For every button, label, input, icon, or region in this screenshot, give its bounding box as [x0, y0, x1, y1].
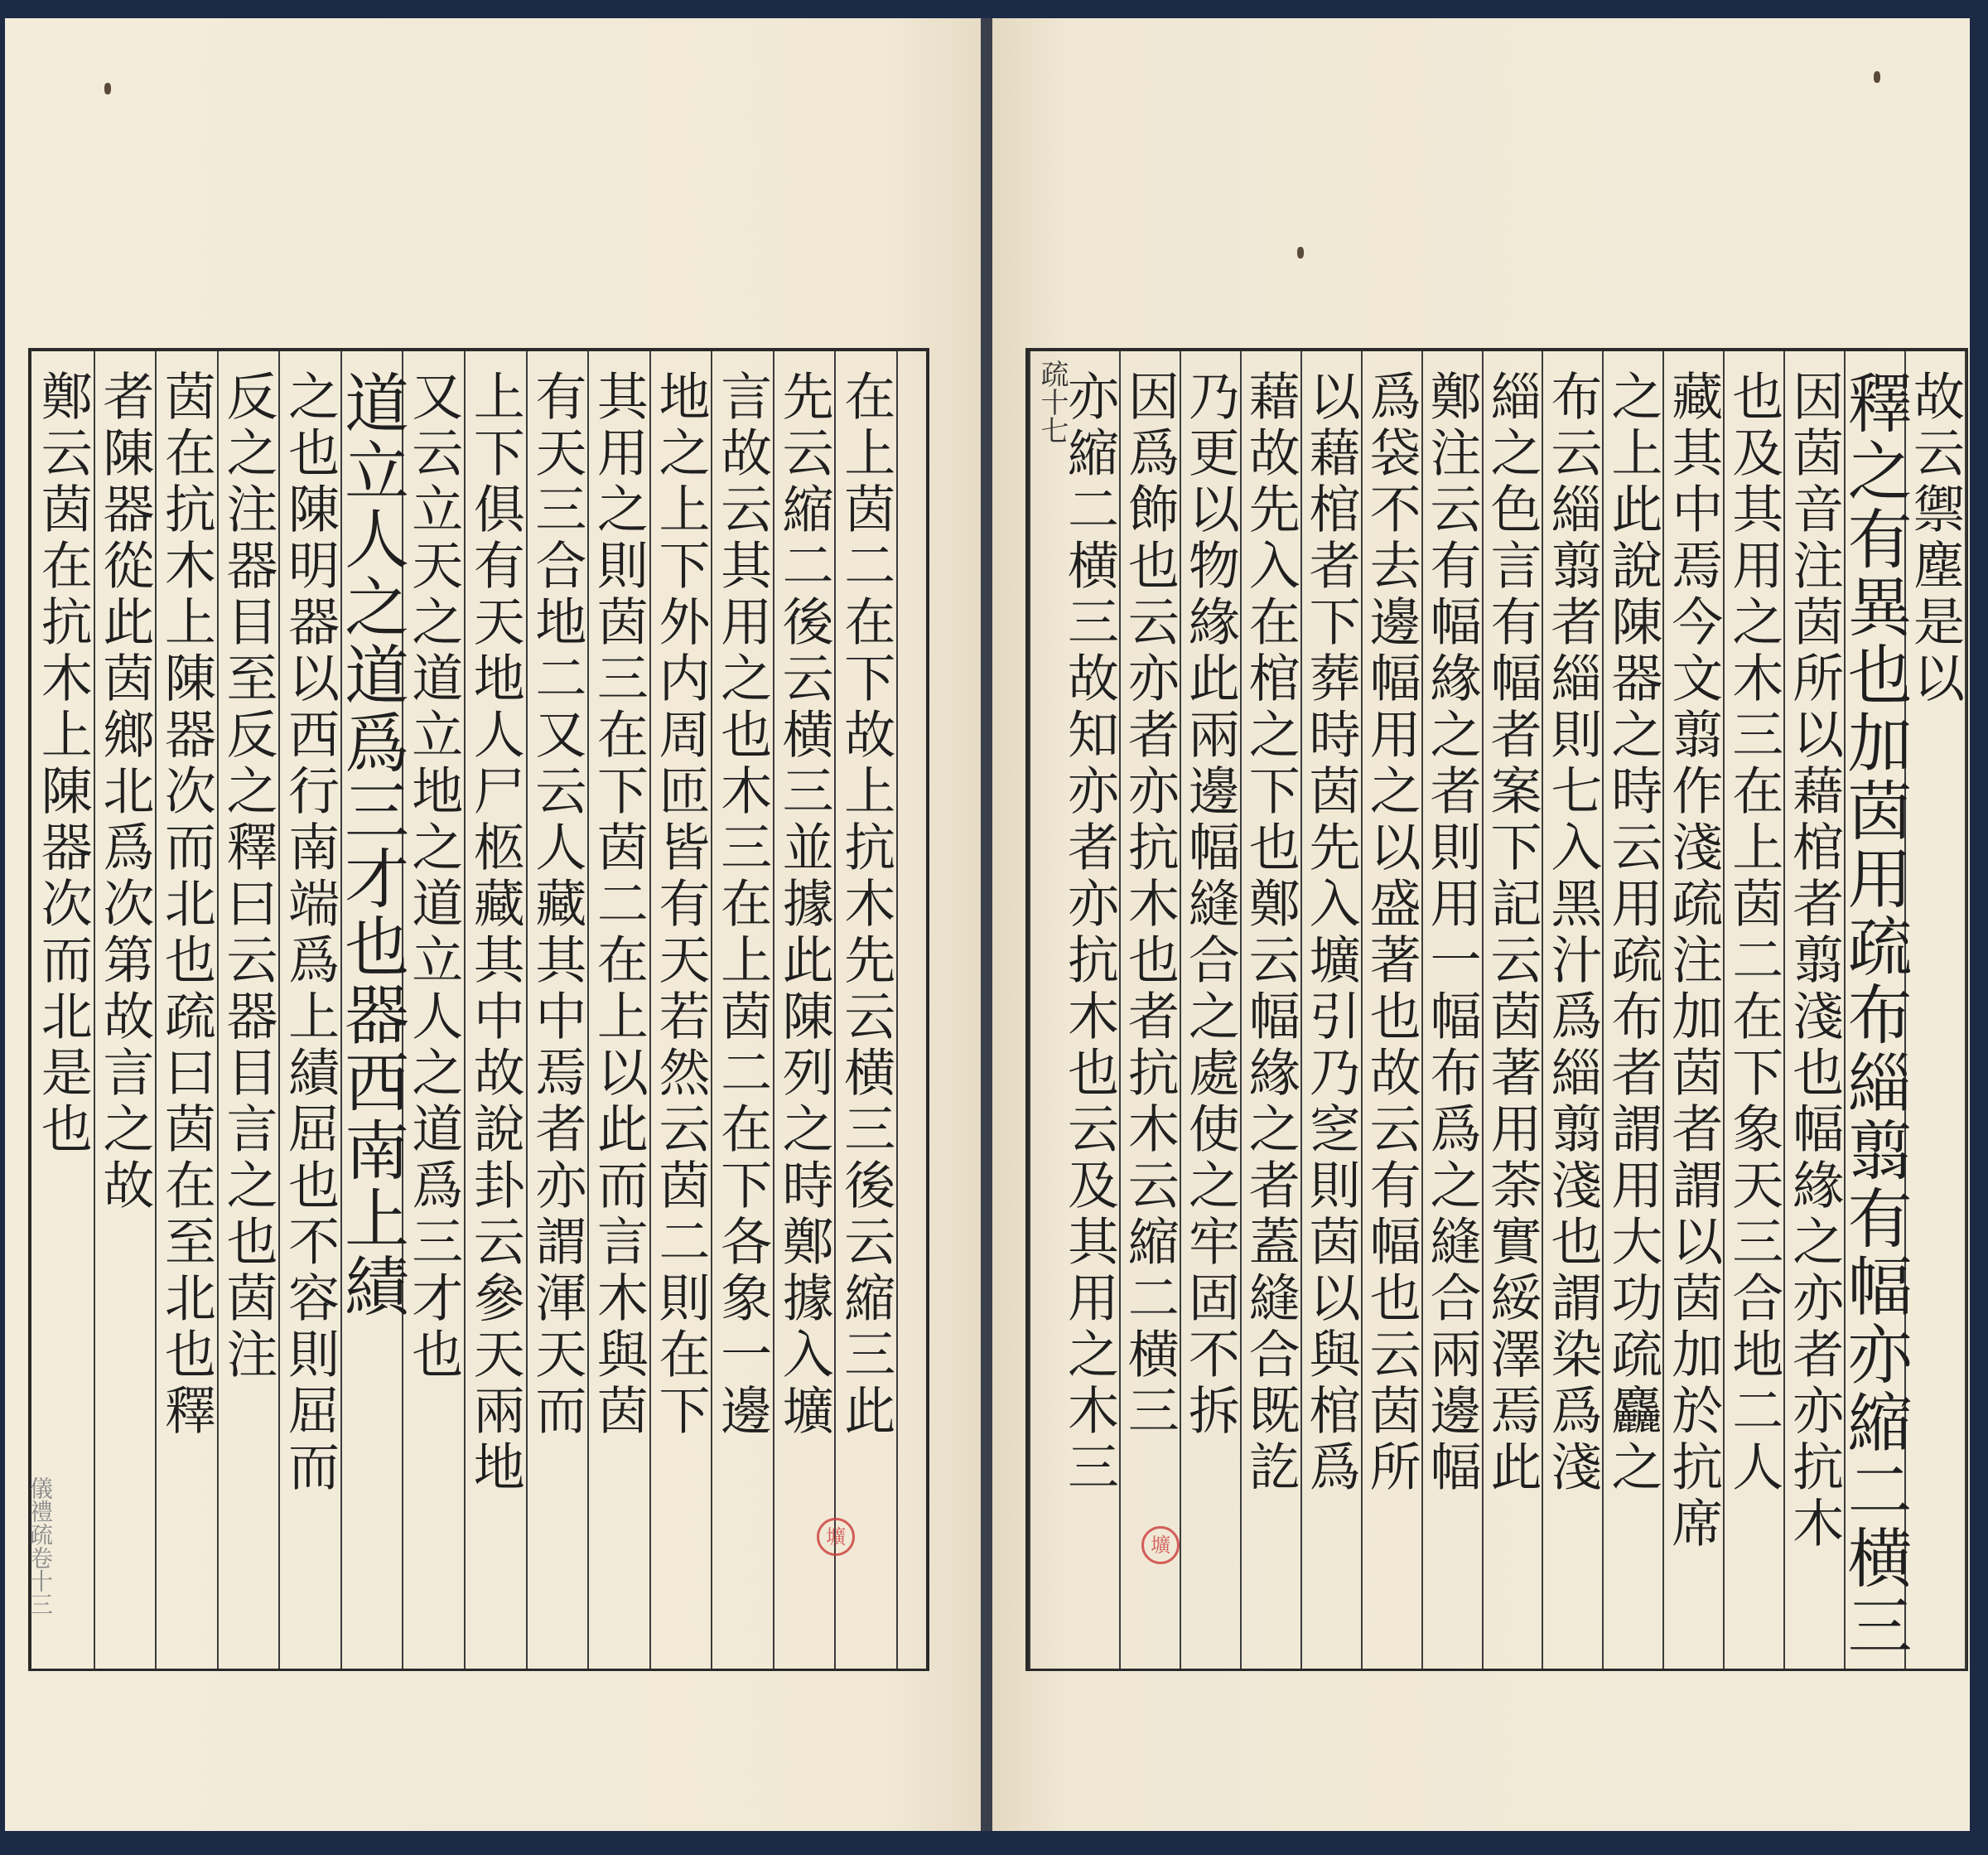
text-column [587, 351, 651, 1669]
text-column [1836, 351, 1912, 1669]
book-gutter [981, 18, 992, 1831]
column-text: 爲袋不去邊幅用之以盛著也故云有幅也云茵所 [1361, 370, 1422, 1496]
column-text: 有天三合地二又云人藏其中焉者亦謂渾天而 [526, 370, 587, 1440]
column-text: 在上茵二在下故上抗木先云横三後云縮三此 [835, 370, 896, 1440]
red-seal-stamp: 壙 [817, 1518, 855, 1556]
column-text: 因爲飾也云亦者亦抗木也者抗木云縮二横三 [1119, 370, 1180, 1440]
column-text: 其用之則茵三在下茵二在上以此而言木與茵 [588, 370, 649, 1440]
column-text: 言故云其用之也木三在上茵二在下各象一邊 [712, 370, 773, 1440]
column-text: 地之上下外内周匝皆有天若然云茵二則在下 [649, 370, 711, 1440]
text-column [1059, 351, 1121, 1669]
text-column [31, 351, 95, 1669]
column-text: 上下俱有天地人尸柩藏其中故說卦云參天兩地 [465, 370, 526, 1496]
text-column [1662, 351, 1725, 1669]
right-text-frame [1025, 348, 1968, 1671]
column-text: 又云立天之道立地之道立人之道爲三才也 [403, 370, 464, 1384]
text-column [1783, 351, 1846, 1669]
ink-spot [1297, 247, 1304, 258]
text-column [464, 351, 528, 1669]
column-text: 以藉棺者下葬時茵先入壙引乃窆則茵以與棺爲 [1300, 370, 1362, 1496]
column-text: 反之注器目至反之釋曰云器目言之也茵注 [217, 370, 278, 1384]
text-column [1240, 351, 1302, 1669]
text-column [1421, 351, 1484, 1669]
fish-tail-margin [1029, 351, 1069, 1669]
column-text: 因茵音注茵所以藉棺者翦淺也幅緣之亦者亦抗木 [1783, 370, 1845, 1553]
text-column [711, 351, 774, 1669]
text-column [1361, 351, 1423, 1669]
text-column [94, 351, 157, 1669]
left-text-frame [28, 348, 929, 1671]
column-text: 鄭云茵在抗木上陳器次而北是也 [32, 370, 94, 1158]
column-text: 茵在抗木上陳器次而北也疏曰茵在至北也釋 [156, 370, 217, 1440]
text-column [773, 351, 837, 1669]
ink-spot [104, 83, 111, 94]
column-text: 者陳器從此茵鄉北爲次第故言之故 [94, 370, 155, 1215]
column-text: 先云縮二後云横三並據此陳列之時鄭據入壙 [774, 370, 835, 1440]
column-text: 故云禦塵是以 [1904, 370, 1966, 708]
column-text: 緇之色言有幅者案下記云茵著用荼實綏澤焉此 [1481, 370, 1542, 1496]
text-column [1904, 351, 1966, 1669]
red-seal-stamp: 壙 [1141, 1526, 1180, 1564]
text-column [1602, 351, 1664, 1669]
column-text: 也及其用之木三在上茵二在下象天三合地二人 [1723, 370, 1784, 1496]
text-column [834, 351, 898, 1669]
text-column [1180, 351, 1242, 1669]
text-column [1482, 351, 1544, 1669]
column-text: 道立人之道爲三才也器西南上績 [334, 370, 409, 1321]
column-text: 乃更以物緣此兩邊幅縫合之處使之牢固不拆 [1180, 370, 1241, 1440]
left-margin-note: 儀禮疏卷十三 [27, 1476, 54, 1616]
column-text: 亦縮二横三故知亦者亦抗木也云及其用之木三 [1059, 370, 1120, 1496]
column-text: 藏其中焉今文翦作淺疏注加茵者謂以茵加於抗席 [1662, 370, 1724, 1553]
text-column [1542, 351, 1604, 1669]
text-column [334, 351, 409, 1669]
text-column [649, 351, 713, 1669]
fish-tail-text: 疏十七 [1035, 360, 1069, 444]
text-column [1300, 351, 1363, 1669]
text-column [526, 351, 590, 1669]
column-text: 布云緇翦者緇則七入黑汁爲緇翦淺也謂染爲淺 [1542, 370, 1603, 1496]
ink-spot [1874, 71, 1880, 83]
left-page [5, 18, 981, 1831]
column-text: 之上此說陳器之時云用疏布者謂用大功疏麤之 [1602, 370, 1663, 1496]
text-column [155, 351, 219, 1669]
text-column [402, 351, 466, 1669]
text-column [1119, 351, 1181, 1669]
column-text: 鄭注云有幅緣之者則用一幅布爲之縫合兩邊幅 [1421, 370, 1483, 1496]
text-column [217, 351, 281, 1669]
text-column [1723, 351, 1785, 1669]
column-text: 之也陳明器以西行南端爲上績屈也不容則屈而 [279, 370, 340, 1496]
right-page [992, 18, 1970, 1831]
column-text: 釋之有異也加茵用疏布緇翦有幅亦縮二横三 [1836, 370, 1912, 1660]
text-column [278, 351, 342, 1669]
column-text: 藉故先入在棺之下也鄭云幅緣之者蓋縫合既訖 [1240, 370, 1301, 1496]
